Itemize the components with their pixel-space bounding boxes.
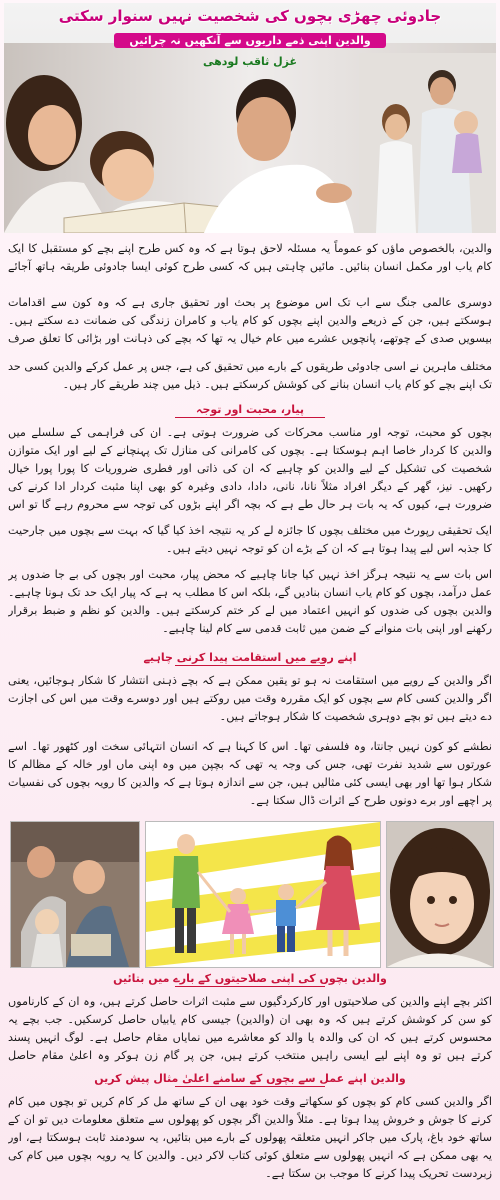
love-paragraph-3: اس بات سے یہ نتیجہ ہرگز اخذ نہیں کیا جانا چاہیے کہ محض پیار، محبت اور بچوں کی بے جا ضدوں پر عمل درآمد، بچوں کو کام یاب انسان بنادیں گے، بلکہ اس کا مطلب یہ ہے کہ پیار ایک حد تک ہونا چاہیے۔ والدین بچوں کی ضدوں کو انہیں اعتماد میں لے کر ختم کرسکتے ہیں۔ والدین کو نظم و ضبط برقرار رکھنے اور اپنی بات منوانے کے ضمن میں ثابت قدمی سے کام لینا چاہیے۔: [8, 568, 492, 635]
family-walk-illustration: [145, 821, 381, 968]
love-paragraph-2: ایک تحقیقی رپورٹ میں مختلف بچوں کا جائزہ لے کر یہ نتیجہ اخذ کیا گیا کہ بہت سے بچوں میں جارحیت کا جذبہ اس لیے پیدا ہوتا ہے کہ ان کے بڑے ان کو توجہ نہیں دیتے ہیں۔: [8, 524, 492, 555]
girl-portrait-photo: [386, 821, 494, 968]
page-subtitle: والدین اپنی ذمے داریوں سے آنکھیں نہ چرائیں: [114, 33, 386, 48]
consistency-paragraph-1: اگر والدین کے رویے میں استقامت نہ ہو تو یقین ممکن ہے کہ بچے ذہنی انتشار کا شکار ہوجائیں، یعنی اگر والدین کسی کام سے بچوں کو ایک مقررہ وقت میں روکتے ہیں اور دوسرے وقت میں اس کی اجازت دے دیتے ہیں تو بچے دوہری شخصیت کا شکار ہوجاتے ہیں۔: [8, 674, 492, 723]
abilities-paragraph-1: اکثر بچے اپنے والدین کی صلاحیتوں اور کارکردگیوں سے مثبت اثرات حاصل کرتے ہیں، وہ ان کے کارناموں کو سن کر کوشش کرتے ہیں کہ وہ بھی ان (والدین) جیسی کام یابیاں حاصل کرسکیں۔ جب بچے یہ محسوس کرتے ہیں کہ ان کی والدہ یا والد کو معاشرے میں نمایاں مقام حاصل ہے۔ لوگ انہیں پسند کرتے ہیں تو وہ اپنے لیے ایسی راہیں منتخب کرتے ہیں، جن پر گام زن ہوکر وہ اعلیٰ مقام حاصل: [8, 995, 492, 1062]
family-photo: [4, 43, 496, 233]
section-heading-example: والدین اپنے عمل سے بچوں کے سامنے اعلیٰ مثال پیش کریں: [0, 1072, 500, 1087]
example-paragraph-1: اگر والدین کسی کام کو بچوں کو سکھاتے وقت خود بھی ان کے ساتھ مل کر کام کریں تو بچوں میں کام کرنے کا جوش و خروش پیدا ہوتا ہے۔ مثلاً والدین اگر بچوں کو پھولوں سے متعلق معلومات دیں تو ان کے ساتھ خود باغ، پارک میں جاکر انہیں متعلقہ پھولوں کے بارے میں بتائیں، یہ سودمند ثابت ہوسکتا ہے، اور یہ بھی ممکن ہے کہ انہیں پھولوں سے متعلق کوئی کتاب لاکر دیں۔ والدین کا یہ رویہ بچوں میں کام کی زبردست تحریک پیدا کرنے کا موجب بن سکتا ہے۔: [8, 1095, 492, 1180]
section-heading-consistency: اپنے رویے میں استقامت پیدا کرنی چاہیے: [0, 651, 500, 666]
intro-paragraph-1: والدین، بالخصوص ماؤں کو عموماً یہ مسئلہ لاحق ہوتا ہے کہ وہ کس طرح اپنے بچے کو مستقبل کا ایک کام یاب اور مکمل انسان بنائیں۔ مائیں چاہتی ہیں کہ کسی طرح کوئی ایسا جادوئی طریقہ ہاتھ آجائے: [8, 242, 492, 273]
page-title: جادوئی چھڑی بچوں کی شخصیت نہیں سنوار سکتی: [58, 7, 442, 25]
love-paragraph-1: بچوں کو محبت، توجہ اور مناسب محرکات کی ضرورت ہوتی ہے۔ ان کی فراہمی کے سلسلے میں والدین کا کردار خاصا اہم ہوسکتا ہے۔ بچوں کی کامرانی کی منازل تک پہنچانے کے لیے اور ایک متوازن شخصیت کی تشکیل کے لیے والدین کو چاہیے کہ ان کی ذاتی اور فطری ضروریات کا پورا پورا خیال رکھیں۔ نیز، گھر کے دیگر افراد مثلاً نانا، نانی، دادا، دادی وغیرہ کو بھی اپنا مثبت کردار ادا کرنے کی ضرورت ہے، کیوں کہ یہ بات ہر حال طے ہے کہ بچہ اگر اپنے بڑوں کی توجہ سے محروم رہے گا تو اس: [8, 426, 492, 511]
author-name: غزل ثاقب لودھی: [202, 55, 298, 68]
section-heading-love: پیار، محبت اور توجہ: [0, 403, 500, 418]
intro-paragraph-3: مختلف ماہرین نے اسی جادوئی طریقوں کے بارے میں تحقیق کی ہے، جس پر عمل کرکے والدین کسی حد تک اپنے بچے کو کام یاب انسان بنانے کی کوشش کرسکتے ہیں۔ ذیل میں چند طریقے کار ہیں۔: [8, 360, 492, 391]
consistency-paragraph-2: نطشے کو کون نہیں جانتا، وہ فلسفی تھا۔ اس کا کہنا ہے کہ انسان انتہائی سخت اور کٹھور تھا۔ اسے عورتوں سے شدید نفرت تھی، جس کی وجہ یہ تھی کہ بچپن میں وہ اپنی ماں اور خالہ کے مظالم کا شکار ہوا تھا اور بھی ایسی کئی مثالیں ہیں، جن سے اندازہ ہوتا ہے کہ والدین کا رویہ بچوں کی نفسیات پر اچھے اور برے دونوں طرح کے اثرات ڈال سکتا ہے۔: [8, 740, 492, 807]
intro-paragraph-2: دوسری عالمی جنگ سے اب تک اس موضوع پر بحث اور تحقیق جاری ہے کہ وہ کون سے اقدامات ہوسکتے ہیں، جن کے ذریعے والدین اپنے بچوں کو کام یاب و کامران زندگی کی ضمانت دے سکتے ہیں۔ بیسویں صدی کے چوتھے، پانچویں عشرے میں عام خیال یہ تھا کہ بچے کی ذہانت اور بڑائی کا تعلق صرف: [8, 296, 492, 345]
header-banner: [4, 3, 496, 233]
section-heading-abilities: والدین بچوں کی اپنی صلاحیتوں کے بارے میں بتائیں: [0, 972, 500, 987]
children-group-photo: [10, 821, 140, 968]
